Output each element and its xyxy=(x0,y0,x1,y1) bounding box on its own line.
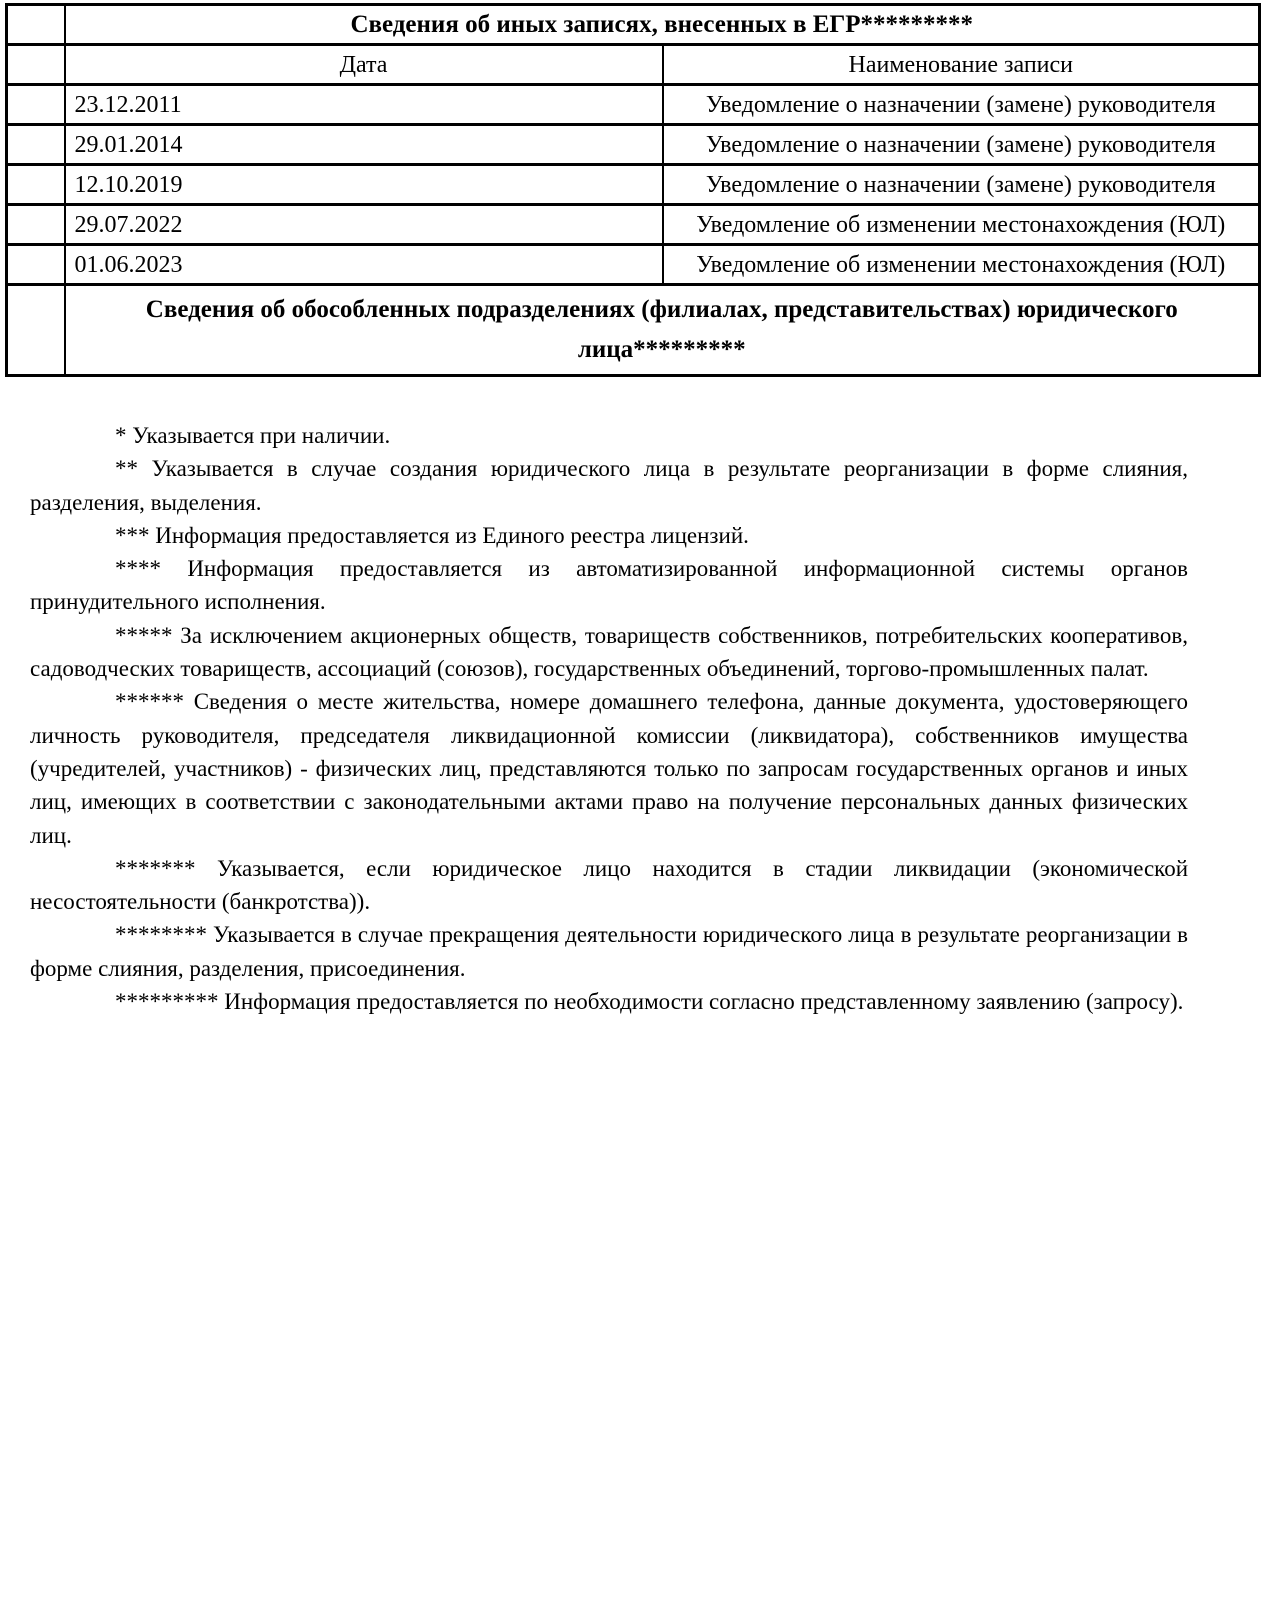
branches-section-title-row xyxy=(7,285,1260,376)
row-number-cell xyxy=(7,165,65,205)
row-number-cell xyxy=(7,245,65,285)
row-number-cell xyxy=(7,125,65,165)
table-title-row xyxy=(7,5,1260,45)
other-records-table xyxy=(5,3,1261,377)
record-name-cell: Уведомление о назначении (замене) руководителя xyxy=(663,165,1260,205)
record-name-cell: Уведомление о назначении (замене) руководителя xyxy=(663,85,1260,125)
footnote: ***** За исключением акционерных обществ, товариществ собственников, потребительских кооперативов, садоводческих товариществ, ассоциаций (союзов), государственных объединений, торгово-промышленных палат. xyxy=(30,622,1188,682)
footnote: ******* Указывается, если юридическое лицо находится в стадии ликвидации (экономической несостоятельности (банкротства)). xyxy=(30,855,1188,915)
date-cell: 12.10.2019 xyxy=(65,165,663,205)
table-row xyxy=(7,205,1260,245)
table-row xyxy=(7,245,1260,285)
date-cell: 23.12.2011 xyxy=(65,85,663,125)
table-header-row xyxy=(7,45,1260,85)
record-name-cell: Уведомление о назначении (замене) руководителя xyxy=(663,125,1260,165)
column-header-record-name: Наименование записи xyxy=(663,45,1260,85)
date-cell: 29.01.2014 xyxy=(65,125,663,165)
row-number-cell xyxy=(7,285,65,376)
footnote: ********* Информация предоставляется по необходимости согласно представленному заявлению (запросу). xyxy=(115,989,1184,1015)
column-header-date: Дата xyxy=(65,45,663,85)
table-row xyxy=(7,165,1260,205)
footnote: ****** Сведения о месте жительства, номере домашнего телефона, данные документа, удостоверяющего личность руководителя, председателя ликвидационной комиссии (ликвидатора), собственников имущества (учредителей, участников) - физических лиц, представляются только по запросам государственных органов и иных лиц, имеющих в соответствии с законодательными актами право на получение персональных данных физических лиц. xyxy=(30,689,1188,848)
footnote: ** Указывается в случае создания юридического лица в результате реорганизации в форме слияния, разделения, выделения. xyxy=(30,456,1188,515)
footnotes xyxy=(30,419,1188,1018)
date-cell: 29.07.2022 xyxy=(65,205,663,245)
footnote: **** Информация предоставляется из автоматизированной информационной системы органов принудительного исполнения. xyxy=(30,556,1188,615)
table-title: Сведения об иных записях, внесенных в ЕГР********* xyxy=(65,5,1260,45)
table-row xyxy=(7,85,1260,125)
record-name-cell: Уведомление об изменении местонахождения (ЮЛ) xyxy=(663,205,1260,245)
record-name-cell: Уведомление об изменении местонахождения (ЮЛ) xyxy=(663,245,1260,285)
branches-section-title: Сведения об обособленных подразделениях (филиалах, представительствах) юридического лица********* xyxy=(65,285,1260,376)
table-row xyxy=(7,125,1260,165)
row-number-cell xyxy=(7,45,65,85)
row-number-cell xyxy=(7,85,65,125)
row-number-cell xyxy=(7,205,65,245)
footnote: *** Информация предоставляется из Единого реестра лицензий. xyxy=(115,522,749,548)
document-page xyxy=(0,3,1266,1603)
row-number-cell xyxy=(7,5,65,45)
date-cell: 01.06.2023 xyxy=(65,245,663,285)
footnote: ******** Указывается в случае прекращения деятельности юридического лица в результате реорганизации в форме слияния, разделения, присоединения. xyxy=(30,922,1188,981)
footnote: * Указывается при наличии. xyxy=(115,423,391,448)
